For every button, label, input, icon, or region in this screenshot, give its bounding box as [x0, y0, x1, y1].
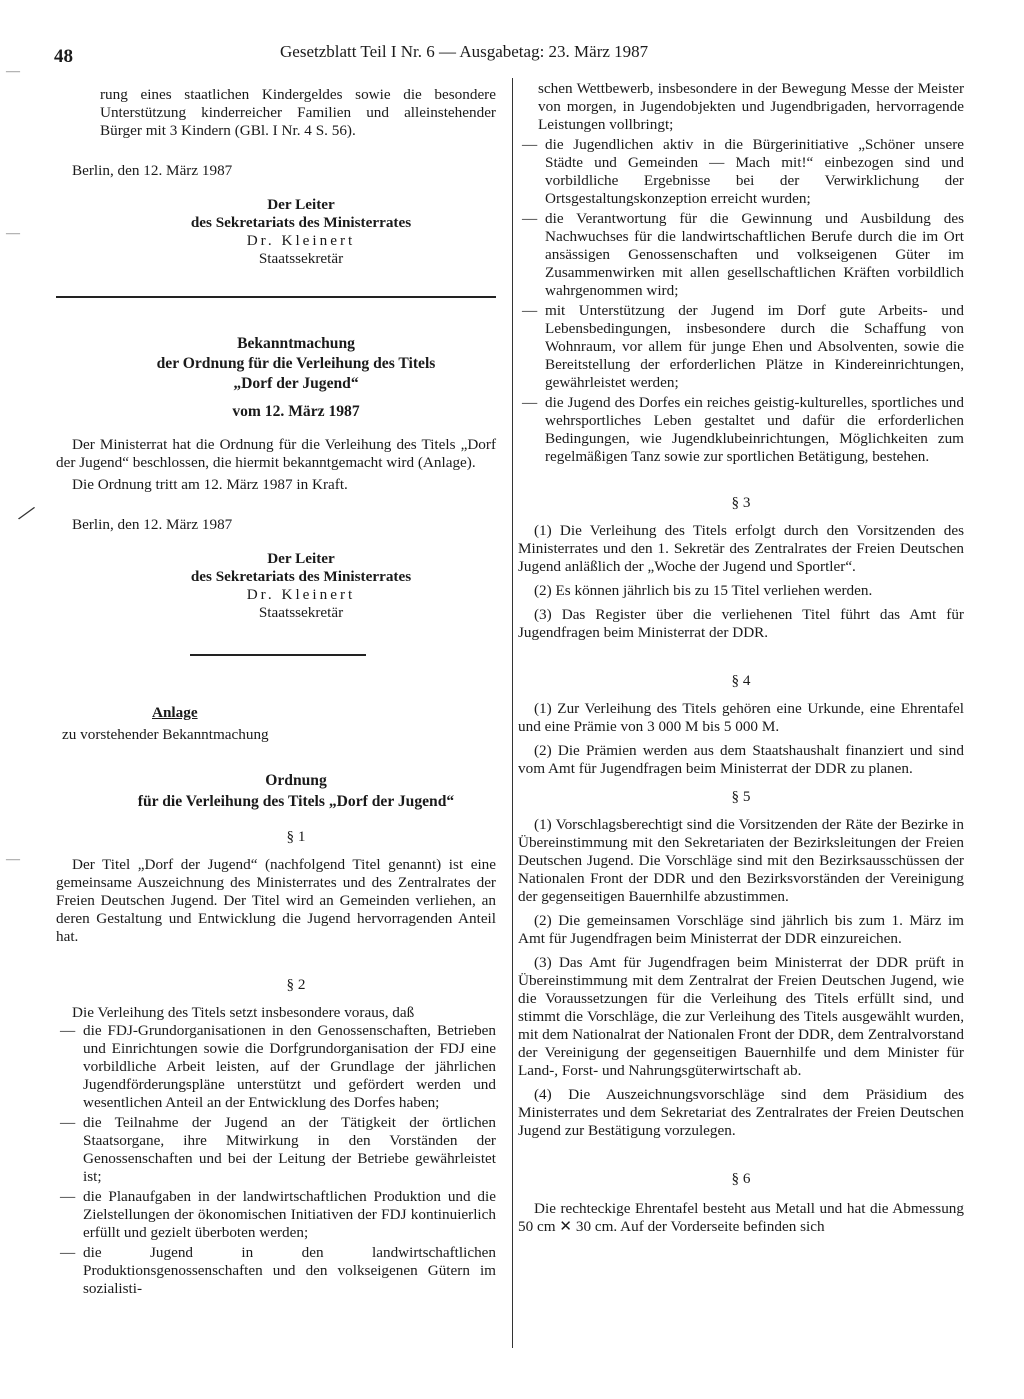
list-continuation: schen Wettbewerb, insbesondere in der Bewegung Messe der Meister von morgen, in Jugendobjekten und Jugendbrigaden, hervorragende Leistungen vollbringt; — [538, 80, 964, 133]
section-paragraph: (2) Die Prämien werden aus dem Staatshaushalt finanziert und sind vom Amt für Jugendfragen beim Ministerrat der DDR zu planen. — [518, 742, 964, 777]
section-heading: § 3 — [731, 494, 751, 511]
list-item: — die Jugend in den landwirtschaftlichen Produktionsgenossenschaften und den volkseigenen Gütern im sozialisti- — [60, 1244, 496, 1297]
list-item-text: die Planaufgaben in der landwirtschaftlichen Produktion und die Zielstellungen der ökonomischen Initiativen der FDJ kontinuierlich erfüllt und gezielt überboten werden; — [83, 1188, 496, 1241]
section-paragraph: (1) Vorschlagsberechtigt sind die Vorsitzenden der Räte der Bezirke in Übereinstimmung mit den Sekretariaten der Bezirksleitungen der Freien Deutschen Jugend. Die Vorschläge sind mit den Bezirksausschüssen der Nationalen Front der DDR und den Bezirksvorständen der Vereinigung der gegenseitigen Bauernhilfe abzustimmen. — [518, 816, 964, 905]
section-paragraph: (1) Die Verleihung des Titels erfolgt durch den Vorsitzenden des Ministerrates und den 1. Sekretär des Zentralrates der Freien Deutschen Jugend anläßlich der „Woche der Jugend und Sportler“. — [518, 522, 964, 575]
list-item: — die Verantwortung für die Gewinnung und Ausbildung des Nachwuchses für die landwirtschaftlichen Berufe durch die im Ort ansässigen Genossenschaften und volkseigenen Güter im Zusammenwirken mit allen gesellschaftlichen Kräften vorbildlich wahrgenommen wird; — [522, 210, 964, 299]
left-column — [56, 86, 496, 1298]
section-paragraph: (4) Die Auszeichnungsvorschläge sind dem Präsidium des Ministerrates und dem Sekretariat des Zentralrates der Freien Deutschen Jugend zur Bestätigung vorzulegen. — [518, 1086, 964, 1139]
announcement-date: vom 12. März 1987 — [232, 403, 360, 420]
section-paragraph: (3) Das Amt für Jugendfragen beim Ministerrat der DDR prüft in Übereinstimmung mit dem Zentralrat der Freien Deutschen Jugend, wie die Voraussetzungen für die Verleihung des Titels erfüllt sind, und stimmt die Vorschläge, die zur Verleihung des Titels ausgewählt wurden, mit dem Nationalrat der Nationalen Front der DDR, dem Zentralvorstand der Vereinigung der gegenseitigen Bauernhilfe und dem Minister für Land-, Forst- und Nahrungsgüterwirtschaft ab. — [518, 954, 964, 1079]
ordinance-title-line: für die Verleihung des Titels „Dorf der Jugend“ — [137, 793, 455, 810]
section-separator — [56, 296, 496, 298]
signature-office: des Sekretariats des Ministerrates — [190, 214, 412, 231]
section-text: Der Titel „Dorf der Jugend“ (nachfolgend Titel genannt) ist eine gemeinsame Auszeichnung des Ministerrates und des Zentralrates der Freien Deutschen Jugend. Der Titel wird an Gemeinden verliehen, an deren Gestaltung und Entwicklung die Jugend hervorragenden Anteil hat. — [56, 856, 496, 945]
signature-block — [106, 550, 496, 622]
section-paragraph: (2) Es können jährlich bis zu 15 Titel verliehen werden. — [534, 582, 873, 599]
section-paragraph: (2) Die gemeinsamen Vorschläge sind jährlich bis zum 1. März im Amt für Jugendfragen beim Ministerrat der DDR einzureichen. — [518, 912, 964, 947]
signature-role: Staatssekretär — [258, 604, 344, 621]
signature-name: Dr. Kleinert — [246, 586, 356, 603]
page-number: 48 — [54, 46, 73, 67]
announcement-title — [96, 334, 496, 422]
signature-role: Staatssekretär — [258, 250, 344, 267]
column-divider — [512, 78, 513, 1348]
ordinance-title — [96, 770, 496, 812]
section-paragraph: (3) Das Register über die verliehenen Titel führt das Amt für Jugendfragen beim Ministerrat der DDR. — [518, 606, 964, 641]
margin-mark: — — [6, 852, 20, 867]
signature-office: des Sekretariats des Ministerrates — [190, 568, 412, 585]
place-date: Berlin, den 12. März 1987 — [72, 516, 233, 533]
intro-continuation: rung eines staatlichen Kindergeldes sowie die besondere Unterstützung kinderreicher Familien und alleinstehender Bürger mit 3 Kindern (GBl. I Nr. 4 S. 56). — [100, 86, 496, 139]
list-item: — die Teilnahme der Jugend an der Tätigkeit der örtlichen Staatsorgane, ihre Mitwirkung in den Vorständen der Genossenschaften und bei der Leitung der Betriebe gewährleistet ist; — [60, 1114, 496, 1185]
list-item: — mit Unterstützung der Jugend im Dorf gute Arbeits- und Lebensbedingungen, insbesondere durch die Schaffung von Wohnraum, vor allem für junge Ehen und Absolventen, sowie die Bereitstellung der erforderlichen Plätze in Kindereinrichtungen, gewährleistet werden; — [522, 302, 964, 391]
signature-block — [106, 196, 496, 268]
margin-mark: — — [6, 226, 20, 241]
announcement-title-line: der Ordnung für die Verleihung des Titels — [156, 355, 436, 372]
requirements-list-cont — [518, 136, 964, 466]
list-item: — die FDJ-Grundorganisationen in den Genossenschaften, Betrieben und Einrichtungen sowie die Dorfgrundorganisation der FDJ eine vorbildliche Arbeit leisten, auf der Grundlage der jährlichen Jugendförderungspläne unterstützt und gefördert werden und wesentlichen Anteil an der Entwicklung des Dorfes haben; — [60, 1022, 496, 1111]
section-intro: Die Verleihung des Titels setzt insbesondere voraus, daß — [72, 1004, 415, 1021]
section-heading: § 1 — [286, 828, 306, 845]
margin-slash-mark: / — [14, 498, 39, 529]
signature-title: Der Leiter — [267, 196, 335, 213]
annex-subtitle: zu vorstehender Bekanntmachung — [62, 726, 269, 743]
signature-name: Dr. Kleinert — [246, 232, 356, 249]
list-item: — die Planaufgaben in der landwirtschaftlichen Produktion und die Zielstellungen der ökonomischen Initiativen der FDJ kontinuierlich erfüllt und gezielt überboten werden; — [60, 1188, 496, 1241]
list-item-text: die Teilnahme der Jugend an der Tätigkeit der örtlichen Staatsorgane, ihre Mitwirkung in den Vorständen der Genossenschaften und bei der Leitung der Betriebe gewährleistet ist; — [83, 1114, 496, 1185]
section-heading: § 6 — [731, 1170, 751, 1187]
ordinance-title-line: Ordnung — [265, 772, 327, 789]
section-heading: § 2 — [286, 976, 306, 993]
signature-title: Der Leiter — [267, 550, 335, 567]
right-column — [518, 80, 964, 1236]
list-item-text: die FDJ-Grundorganisationen in den Genossenschaften, Betrieben und Einrichtungen sowie die Dorfgrundorganisation der FDJ eine vorbildliche Arbeit leisten, auf der Grundlage der jährlichen Jugendförderungspläne unterstützt und gefördert werden und wesentlichen Anteil an der Entwicklung des Dorfes haben; — [83, 1022, 496, 1111]
annex-heading: Anlage — [152, 704, 198, 721]
margin-mark: — — [6, 64, 20, 79]
announcement-body: Der Ministerrat hat die Ordnung für die Verleihung des Titels „Dorf der Jugend“ beschlossen, die hiermit bekanntgemacht wird (Anlage). — [56, 436, 496, 471]
section-text: Die rechteckige Ehrentafel besteht aus Metall und hat die Abmessung 50 cm ✕ 30 cm. Auf der Vorderseite befinden sich — [518, 1200, 964, 1235]
list-item-text: die Jugend des Dorfes ein reiches geistig-kulturelles, sportliches und wehrsportliches Leben gestaltet und dafür die erforderlichen Bedingungen, wie Jugendklubeinrichtungen, Möglichkeiten zum regelmäßigen Tanz sowie zur sportlichen Betätigung, bestehen. — [545, 394, 964, 465]
list-item-text: mit Unterstützung der Jugend im Dorf gute Arbeits- und Lebensbedingungen, insbesondere durch die Schaffung von Wohnraum, vor allem für junge Ehen und Absolventen, sowie die Bereitstellung der erforderlichen Plätze in Kindereinrichtungen, gewährleistet werden; — [545, 302, 964, 391]
section-heading: § 4 — [731, 672, 751, 689]
announcement-title-line: Bekanntmachung — [237, 335, 355, 352]
list-item-text: die Verantwortung für die Gewinnung und Ausbildung des Nachwuchses für die landwirtschaftlichen Berufe durch die im Ort ansässigen Genossenschaften und volkseigenen Güter im Zusammenwirken mit allen gesellschaftlichen Kräften vorbildlich wahrgenommen wird; — [545, 210, 964, 299]
list-item-text: die Jugend in den landwirtschaftlichen Produktionsgenossenschaften und den volkseigenen Gütern im sozialisti- — [83, 1244, 496, 1297]
list-item-text: die Jugendlichen aktiv in die Bürgerinitiative „Schöner unsere Städte und Gemeinden — Mach mit!“ einbezogen sind und vorbildliche Ergebnisse bei der Verwirklichung der Ortsgestaltungskonzeption erreicht wurden; — [545, 136, 964, 207]
gazette-header: Gesetzblatt Teil I Nr. 6 — Ausgabetag: 23. März 1987 — [280, 42, 649, 61]
list-item: — die Jugendlichen aktiv in die Bürgerinitiative „Schöner unsere Städte und Gemeinden — Mach mit!“ einbezogen sind und vorbildliche Ergebnisse bei der Verwirklichung der Ortsgestaltungskonzeption erreicht wurden; — [522, 136, 964, 207]
section-heading: § 5 — [731, 788, 751, 805]
place-date: Berlin, den 12. März 1987 — [72, 162, 233, 179]
requirements-list — [56, 1022, 496, 1298]
announcement-effect: Die Ordnung tritt am 12. März 1987 in Kraft. — [72, 476, 348, 493]
announcement-title-line: „Dorf der Jugend“ — [233, 375, 359, 392]
short-separator — [190, 654, 366, 656]
list-item: — die Jugend des Dorfes ein reiches geistig-kulturelles, sportliches und wehrsportliches Leben gestaltet und dafür die erforderlichen Bedingungen, wie Jugendklubeinrichtungen, Möglichkeiten zum regelmäßigen Tanz sowie zur sportlichen Betätigung, bestehen. — [522, 394, 964, 465]
section-paragraph: (1) Zur Verleihung des Titels gehören eine Urkunde, eine Ehrentafel und eine Prämie von 3 000 M bis 5 000 M. — [518, 700, 964, 735]
